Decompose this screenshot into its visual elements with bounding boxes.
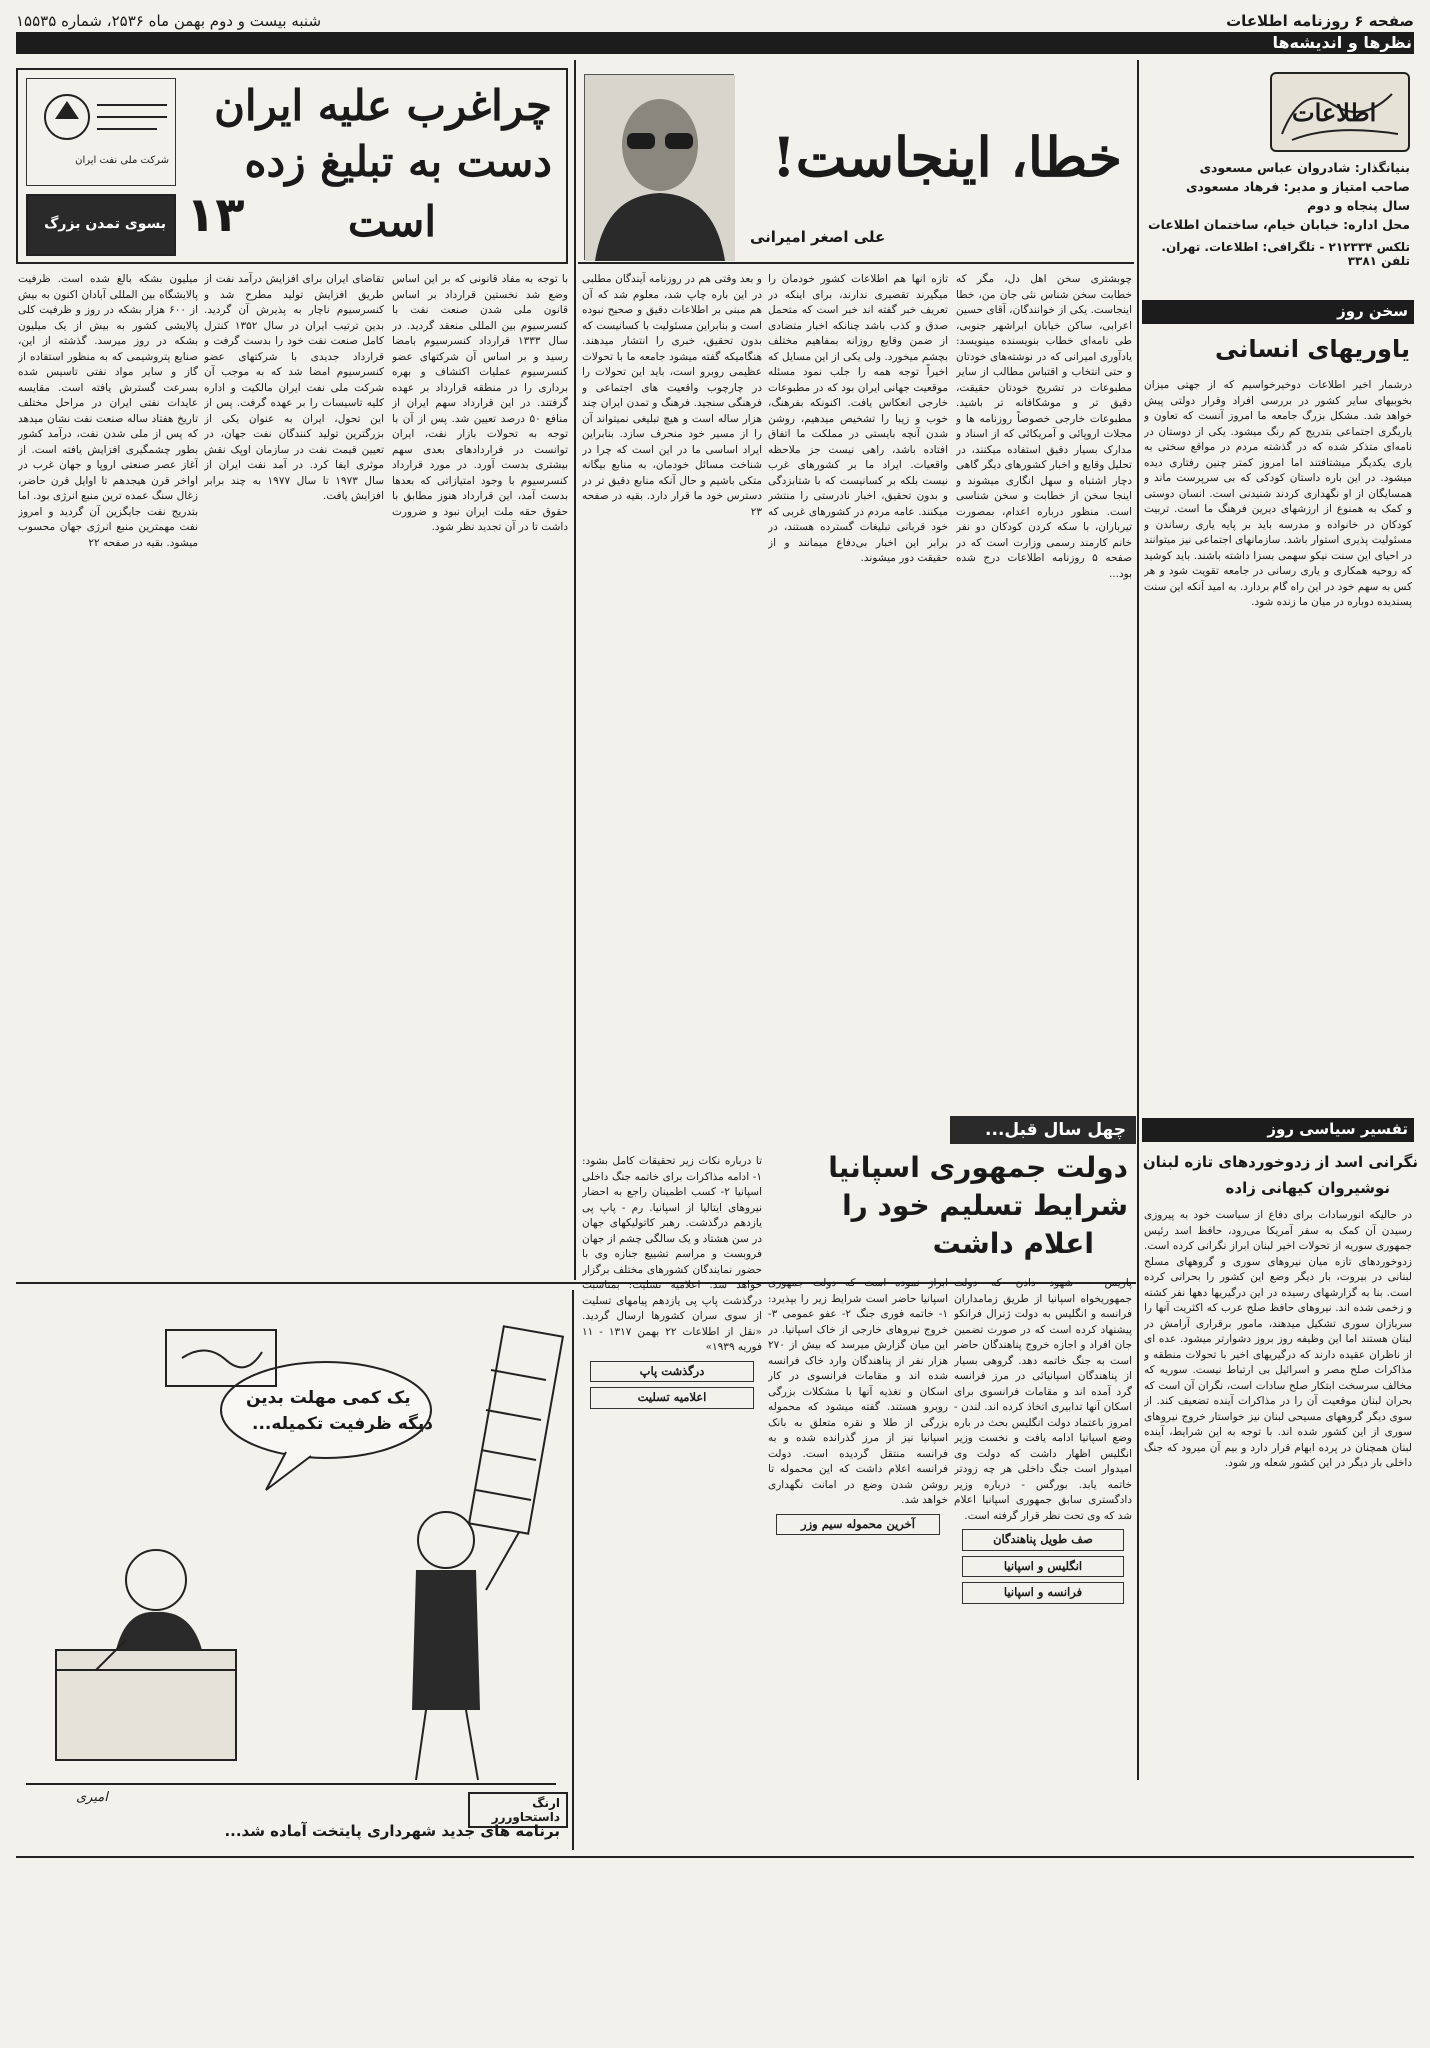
tafsir-text: در حالیکه انورسادات برای دفاع از سیاست خود به پیروزی رسیدن آن کمک به سفر آمریکا می‌رود، حافظ اسد رئیس جمهوری سوریه از تحولات اخیر لبنان ابراز نگرانی کرده است. زدوخوردهای تازه میان نیروهای سوری و گروههای مسلح لبنانی در بیروت، بار دیگر وضع این کشور را بحرانی کرده است. بنا به گزارشهای رسیده در این درگیریها دهها نفر کشته و زخمی شده اند. نیروهای حافظ صلح عرب که اکثریت آنها را سربازان سوری تشکیل میدهند، مامور برقراری آرامش در لبنان هستند اما این وظیفه روز بروز دشوارتر میشود. عده ای از ناظران عقیده دارند که درگیریهای اخیر با تحولات منطقه و مذاکرات صلح مصر و اسرائیل بی ارتباط نیست. سوریه که مخالف سرسخت ابتکار صلح سادات است، نگران آن است که بحران لبنان موقعیت آن را در مذاکرات آینده تضعیف کند. از سوی دیگر گروههای مسیحی لبنان نیز خواستار خروج نیروهای سوری از این کشور شده اند. با توجه به این شرایط، آینده لبنان همچنان در پرده ابهام قرار دارد و بیم آن میرود که جنگ داخلی بار دیگر در این کشور شعله ور شود. [1144, 1209, 1412, 1469]
cartoon-caption: برنامه های جدید شهرداری پایتخت آماده شد... [224, 1822, 560, 1840]
forty-years-text: پاریس - شهود دادن که دولت جمهوریخواه اسپانیا از طریق زمامداران فرانسه و انگلیس به دولت ژنرال فرانکو پیشنهاد کرده است که در صورت تضمین جان افراد و اجازه خروج پناهندگان حاضر است به جنگ خاتمه دهد. گروهی بسیار از پناهندگان اسپانیائی در مرز فرانسه گرد آمده اند و مقامات فرانسوی برای اسکان آنها تدابیری اتخاذ کرده اند. لندن - امروز باعتماد دولت انگلیس بحث در باره وضع اسپانیا ادامه یافت و نخست وزیر انگلیس اظهار داشت که دولت وی امیدوار است جنگ داخلی هر چه زودتر خاتمه یابد. بورگس - درباره وزیر دادگستری سابق جمهوری اسپانیا اعلام شد که وی تحت نظر قرار گرفته است. [954, 1277, 1132, 1522]
series-label: بسوی تمدن بزرگ [44, 216, 166, 232]
forty-years-col-2 [768, 1276, 948, 1844]
top-header [16, 8, 1414, 34]
subhead: درگذشت پاپ [590, 1361, 754, 1383]
subhead: اعلامیه تسلیت [590, 1387, 754, 1409]
logo-text: اطلاعات [1292, 98, 1377, 127]
author-portrait-icon [585, 75, 735, 261]
subhead: صف طویل پناهندگان [962, 1529, 1124, 1551]
forty-years-article [578, 1148, 1134, 1848]
forty-years-text: تا درباره نکات زیر تحقیقات کامل بشود: ۱- ادامه مذاکرات برای خاتمه جنگ داخلی اسپانیا ۲- کسب اطمینان راجع به احضار نیروهای ایتالیا از اسپانیا. رم - پاپ پی یازدهم درگذشت. رهبر کاتولیکهای جهان در سن هشتاد و یک سالگی چشم از جهان فروبست و مراسم تشییع جنازه وی با حضور نمایندگان کشورهای مختلف برگزار خواهد شد. اعلامیه تسلیت: بمناسبت درگذشت پاپ پی یازدهم پیامهای تسلیت از سوی سران کشورها ارسال گردید. «نقل از اطلاعات ۲۲ بهمن ۱۳۱۷ - ۱۱ فوریه ۱۹۳۹» [582, 1155, 762, 1353]
top-rule [16, 32, 1414, 54]
column-divider [572, 1290, 574, 1850]
tafsir-label: تفسیر سیاسی روز [1267, 1120, 1408, 1138]
masthead-logo [1270, 72, 1410, 152]
sokhan-rooz-label: سخن روز [1337, 302, 1408, 320]
oil-article-text: تقاضای ایران برای افزایش درآمد نفت از طریق افزایش تولید مطرح شد و کنسرسیوم ناچار به پذیرش آن گردید. بدین ترتیب ایران در سال ۱۳۵۲ کنترل کامل صنعت نفت خود را بدست گرفت و قرارداد جدیدی با شرکتهای عضو کنسرسیوم امضا شد که به موجب آن شرکت ملی نفت ایران مالکیت و اداره کلیه تاسیسات را بر عهده گرفت. پس از این تحول، ایران به عنوان یکی از بزرگترین تولید کنندگان نفت جهان، در تعیین قیمت نفت در سازمان اوپک نقش موثری ایفا کرد. در آمد نفت ایران از سال ۱۹۷۳ تا سال ۱۹۷۷ به چند برابر افزایش یافت. [204, 273, 384, 502]
page-number-label: صفحه ۶ روزنامه اطلاعات [1226, 12, 1414, 30]
masthead [1140, 68, 1414, 296]
bottom-rule [16, 1856, 1414, 1858]
forty-years-title-2: شرایط تسلیم خود را [842, 1189, 1128, 1222]
main-article-text: تازه انها هم اطلاعات کشور خودمان را میگیرند تقصیری ندارند، برای اینکه در تعریف خبر گفته اند خبر است که متحمل صدق و کذب باشد چنانکه اخبار متضادی از ضمن وقایع روزانه بمفاهیم مختلف بچشم میخورد. ولی یکی از این مسایل که اخیراً توجه همه را جلب نمود مسئله موقعیت جهانی ایران بود که در مطبوعات خارجی انعکاس یافت. اکنونکه بفرهنگ، خوب و زیبا را تشخیص میدهیم، روشن شدن آنچه بایستی در مملکت ما اتفاق افتاده باشد، راهی نیست جز ملاحظه واقعیات. ایراد ما بر کشورهای غرب نیست بلکه بر کسانیست که با شتابزدگی و بدون تحقیق، اخبار نادرستی را منتشر میکنند. عامه مردم در کشورهای غربی که خود قربانی تبلیغات گسترده هستند، در برابر این اخبار بی‌دفاع میمانند و از حقیقت دور میشوند. [768, 273, 948, 564]
cartoon-bubble-line-1: یک کمی مهلت بدین [246, 1388, 411, 1408]
column-divider [574, 60, 576, 1280]
author-photo [584, 74, 734, 260]
tafsir-title: نگرانی اسد از زدوخوردهای تازه لبنان [1142, 1153, 1418, 1171]
tafsir-text-block [1144, 1208, 1412, 1848]
subhead: فرانسه و اسپانیا [962, 1582, 1124, 1604]
oil-article-col-1 [392, 272, 568, 1277]
forty-years-col-1 [954, 1276, 1132, 1844]
main-article-col-2 [768, 272, 948, 1277]
emblem-box [26, 78, 176, 186]
main-article-header [578, 68, 1134, 264]
main-article-col-3 [582, 272, 762, 1277]
subhead: آخرین محموله سیم وزر [776, 1514, 940, 1536]
series-label-box [26, 194, 176, 256]
sokhan-rooz-title: یاوریهای انسانی [1215, 335, 1410, 363]
forty-years-col-3 [582, 1154, 762, 1844]
main-article-title: خطا، اینجاست! [772, 125, 1122, 189]
masthead-line-4: محل اداره: خیابان خیام، ساختمان اطلاعات [1148, 217, 1410, 232]
oil-article-title-1: چراغرب علیه ایران [214, 81, 552, 130]
cartoon-signature: امیری [76, 1790, 108, 1805]
masthead-line-5: تلکس ۲۱۲۳۳۴ - تلگرافی: اطلاعات. تهران. تلفن ۳۳۸۱ [1161, 240, 1410, 268]
cartoon [16, 1290, 568, 1856]
masthead-line-2: صاحب امتیاز و مدیر: فرهاد مسعودی [1185, 179, 1410, 194]
oil-article-col-2 [204, 272, 384, 1277]
issue-date: شنبه بیست و دوم بهمن ماه ۲۵۳۶، شماره ۱۵۵۳۵ [16, 12, 322, 30]
cartoon-bubble-line-2: دیگه ظرفیت تکمیله... [252, 1414, 434, 1434]
cartoon-drawing [16, 1290, 568, 1810]
emblem-caption: شرکت ملی نفت ایران [75, 155, 169, 166]
sokhan-rooz-text: درشمار اخیر اطلاعات دوخیرخواسیم که از جهتی میزان بخوبیهای سایر کشور در بررسی افراد وقرار دولتی پیش خواهد شد. مشکل بزرگ جامعه ما امروز آنست که تعاون و یاریگری اجتماعی بتدریج کم رنگ میشود. یکی از دوستان در نامه‌ای متذکر شده که در گذشته مردم در مواقع سختی به یاری یکدیگر میشتافتند اما امروز کمتر چنین رفتاری دیده میشود. در این باره داستان کودکی که بی سرپرست ماند و همسایگان از او نگهداری کردند شنیدنی است. انسان دوستی و کمک به همنوع از ارزشهای دیرین فرهنگ ما است. تربیت کودکان در خانواده و مدرسه باید بر پایه یاری رساندن و مسئولیت پذیری استوار باشد. سازمانهای اجتماعی نیز میتوانند در احیای این سنت نیکو سهمی بسزا داشته باشند. باید کوشید که روحیه همکاری و یاری رسانی در جامعه تقویت شود و هر کس به سهم خود در این راه گام بردارد. به امید آنکه این سنت پسندیده دوباره در میان ما زنده شود. [1144, 379, 1412, 608]
tafsir-author: نوشیروان کیهانی زاده [1225, 1179, 1390, 1197]
forty-years-text: ابراز نموده است که دولت جمهوری اسپانیا حاضر است شرایط زیر را بپذیرد: ۱- خاتمه فوری جنگ ۲- عفو عمومی ۳- خروج نیروهای خارجی از خاک اسپانیا. در این میان گزارش میرسد که بیش از ۲۷۰ هزار نفر از پناهندگان وارد خاک فرانسه شده اند و مقامات فرانسوی در کار اسکان و تغذیه آنها با مشکلات بزرگی روبرو هستند. گفته میشود که محموله بزرگی از طلا و نقره متعلق به بانک اسپانیا نیز از مرز گذرانده شده و به فرانسه منتقل گردیده است. دولت فرانسه اعلام داشت که این محموله تا روشن شدن وضع در امانت نگهداری خواهد شد. [768, 1277, 948, 1506]
main-article-author: علی اصغر امیرانی [750, 228, 886, 246]
oil-article-text: میلیون بشکه بالغ شده است. ظرفیت پالایشگاه بین المللی آبادان اکنون به بیش از ۶۰۰ هزار بشکه در روز و ظرفیت کلی پالایشی کشور به بیش از یک میلیون بشکه در روز میرسد. گذشته از این، صنایع پتروشیمی که به منظور استفاده از گاز و سایر مواد نفتی تاسیس شده بسرعت گسترش یافته است. مقایسه عایدات نفتی ایران در مراحل مختلف تاریخ هفتاد ساله صنعت نفت نشان میدهد که پس از ملی شدن نفت، درآمد کشور بطور چشمگیری افزایش یافته است. از آغاز عصر صنعتی اروپا و جهان غرب در اواخر قرن هیجدهم تا اوایل قرن حاضر، زغال سنگ عمده ترین منبع انرژی بود. اما بتدریج نفت جایگزین آن گردید و امروز نفت مهمترین منبع انرژی جهان محسوب میشود. بقیه در صفحه ۲۲ [18, 273, 198, 549]
sokhan-rooz-text-block [1144, 378, 1412, 1090]
oil-article-title-2: دست به تبلیغ زده [244, 137, 552, 186]
subhead: انگلیس و اسپانیا [962, 1556, 1124, 1578]
forty-years-title-1: دولت جمهوری اسپانیا [828, 1151, 1128, 1184]
section-title: نظرها و اندیشه‌ها [1272, 33, 1412, 52]
main-article-text: و بعد وقتی هم در روزنامه آیندگان مطلبی در این باره چاپ شد، معلوم شد که آن هم مبنی بر اطلاعات دقیق و صحیح نبوده است و بنابراین مسئولیت با کسانیست که بدون تحقیق، خبری را انتشار میدهند. هنگامیکه گفته میشود جامعه ما با تحولات عظیمی روبرو است، باید این تحولات را در چارچوب واقعیت های اجتماعی و فرهنگی سنجید. فرهنگ و تمدن ایران چند هزار ساله است و هیچ تبلیغی نمیتواند آن را از مسیر خود منحرف سازد. بنابراین ایراد اساسی ما در این است که چرا در شناخت مسائل خودمان، به منابع بیگانه متکی باشیم و حال آنکه منابع دقیق تر در دسترس خود ما قرار دارد. بقیه در صفحه ۲۳ [582, 273, 762, 518]
forty-years-label: چهل سال قبل... [950, 1116, 1136, 1144]
masthead-line-3: سال پنجاه و دوم [1307, 198, 1410, 213]
main-article-text: چوبشتری سخن اهل دل، مگر که خطابت سخن شناس نئی جان من، خطا اینجاست. یکی از خوانندگان، آقای حسین اعرابی، ساکن خیابان ابراشهر جنوبی، طی نامه‌ای خطاب بنویسنده مینویسد: یادآوری امیرانی که در نوشته‌های خودتان و حتی انتخاب و اقتباس مطالب از سایر مطبوعات در تشریح خودتان حقیقت، دقیق تر و موشکافانه تر باشید. مطبوعات خارجی خصوصاً روزنامه ها و مجلات اروپائی و آمریکائی که از اسناد و مدارک بسیار دقیق استفاده میکنند، در تحلیل وقایع و اخبار کشورهای دیگر گاهی دچار اشتباه و سهل انگاری میشوند و اینجا سخن از خطابت و سخن شناسی است. منظور درباره اعدام، بمصورت تیرباران، با سکه کردن کودکان دو نفر خانم کارمند رسمی وزارت است که در صفحه ۵ روزنامه اطلاعات درج شده بود... [956, 273, 1132, 580]
oil-article-col-3 [18, 272, 198, 1277]
oil-article-title-3: است [347, 197, 436, 246]
oil-article-header [16, 68, 568, 264]
masthead-line-1: بنیانگذار: شادروان عباس مسعودی [1199, 160, 1410, 175]
oil-article-number: ۱۳ [186, 187, 245, 243]
emblem-icon [27, 79, 175, 149]
oil-article-text: با توجه به مفاد قانونی که بر این اساس وضع شد نخستین قرارداد بر اساس قانون ملی شدن صنعت نفت با کنسرسیوم بین المللی منعقد گردید. در سال ۱۳۳۳ قرارداد کنسرسیوم بامضا رسید و بر اساس آن شرکتهای عضو کنسرسیوم عملیات اکتشاف و بهره برداری را در منطقه قرارداد بر عهده گرفتند. در این قرارداد سهم ایران از منافع ۵۰ درصد تعیین شد. پس از آن با توجه به تحولات بازار نفت، ایران توانست در قراردادهای بعدی سهم بیشتری بدست آورد. در مورد قرارداد کنسرسیوم با وجود امتیازاتی که بعدها بدست آمد، این قرارداد هنوز مطابق با حقوق حقه ملت ایران نبود و ضرورت داشت تا در آن تجدید نظر شود. [392, 273, 568, 533]
forty-years-title-3: اعلام داشت [932, 1227, 1094, 1260]
column-divider [1137, 60, 1139, 1780]
cartoon-caption-box: ارنگ داستحاوررر [468, 1792, 568, 1828]
